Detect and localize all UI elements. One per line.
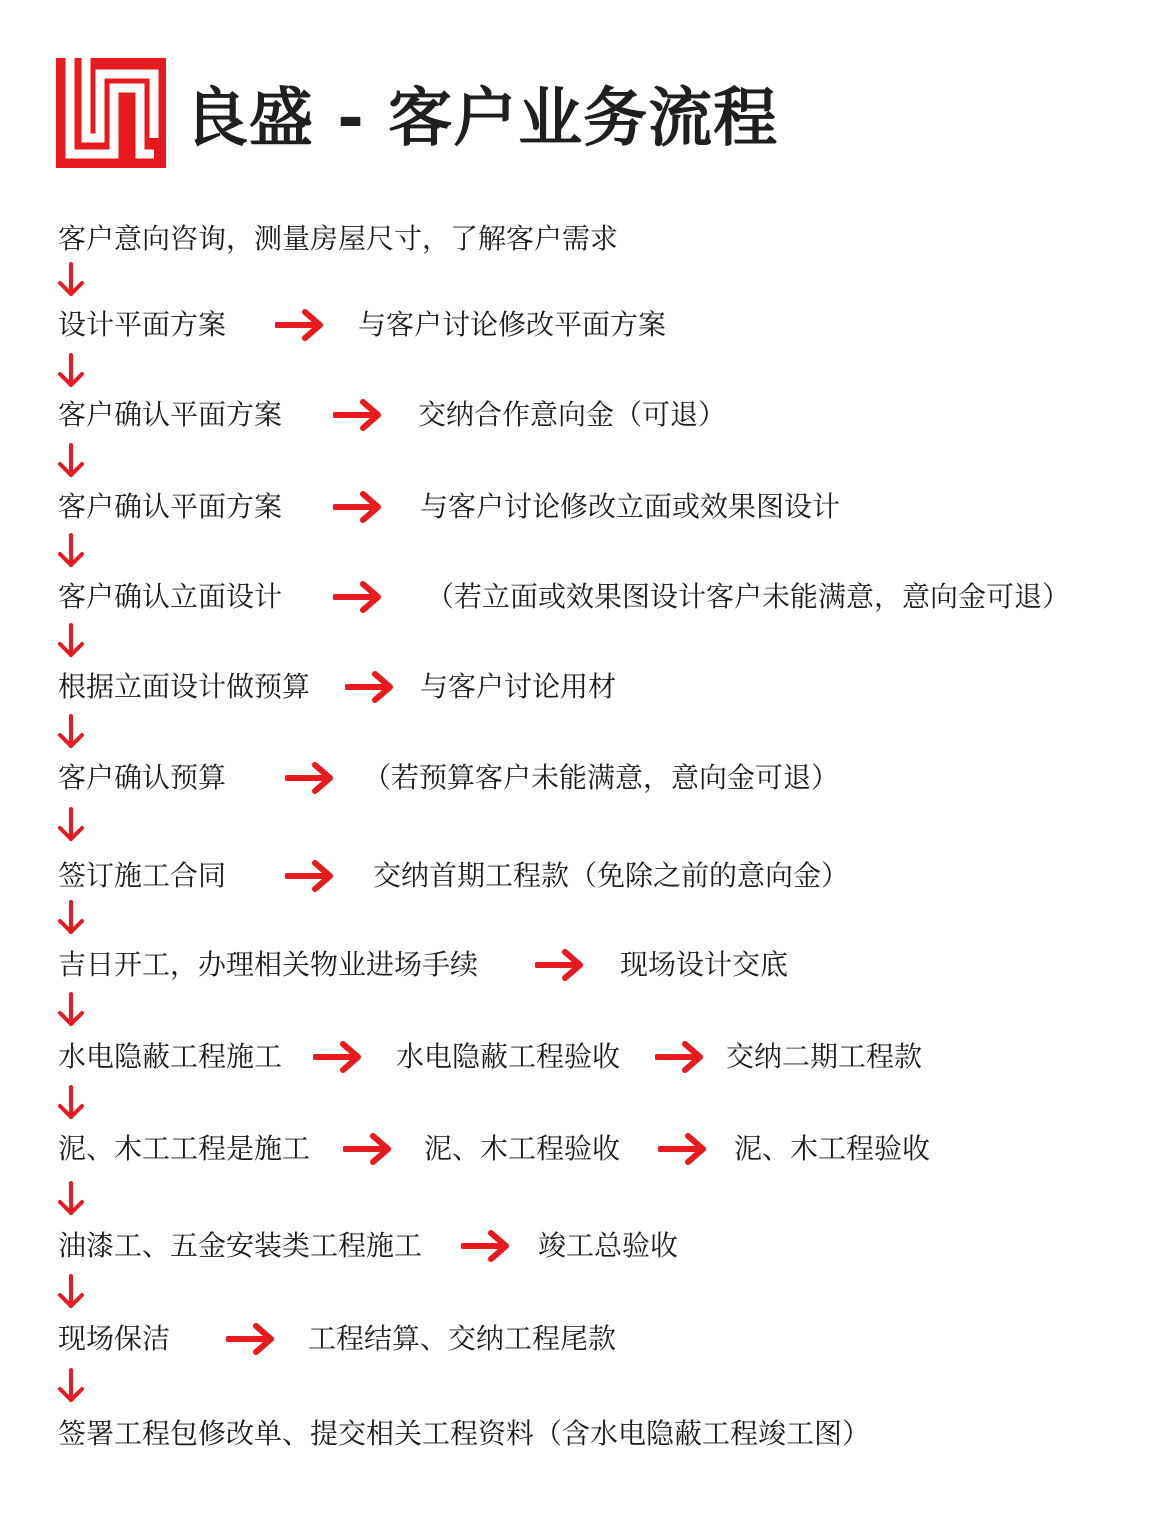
right-arrow-icon xyxy=(461,1229,511,1263)
step-text: 水电隐蔽工程施工 xyxy=(58,1040,283,1073)
right-arrow-icon xyxy=(333,580,383,614)
page-title: 良盛 - 客户业务流程 xyxy=(184,82,779,156)
down-arrow-icon xyxy=(56,1181,86,1217)
down-arrow-icon xyxy=(56,353,86,389)
step-text: 交纳二期工程款 xyxy=(726,1040,923,1073)
liangsheng-logo-icon xyxy=(56,58,166,168)
step-text: 客户意向咨询，测量房屋尺寸，了解客户需求 xyxy=(58,222,619,255)
right-arrow-icon xyxy=(655,1040,705,1074)
right-arrow-icon xyxy=(285,761,335,795)
right-arrow-icon xyxy=(345,670,395,704)
step-text: 泥、木工程验收 xyxy=(734,1132,931,1165)
step-text: 交纳合作意向金（可退） xyxy=(418,398,727,431)
step-text: 签署工程包修改单、提交相关工程资料（含水电隐蔽工程竣工图） xyxy=(58,1417,871,1450)
down-arrow-icon xyxy=(56,262,86,298)
right-arrow-icon xyxy=(535,948,585,982)
step-text: 交纳首期工程款（免除之前的意向金） xyxy=(373,859,850,892)
step-text: 与客户讨论修改平面方案 xyxy=(358,308,667,341)
down-arrow-icon xyxy=(56,623,86,659)
step-text: 现场保洁 xyxy=(58,1322,171,1355)
step-text: 水电隐蔽工程验收 xyxy=(396,1040,621,1073)
step-text: 客户确认平面方案 xyxy=(58,398,283,431)
right-arrow-icon xyxy=(658,1132,708,1166)
right-arrow-icon xyxy=(333,490,383,524)
down-arrow-icon xyxy=(56,807,86,843)
down-arrow-icon xyxy=(56,714,86,750)
step-text: 工程结算、交纳工程尾款 xyxy=(308,1322,617,1355)
down-arrow-icon xyxy=(56,900,86,936)
step-text: 现场设计交底 xyxy=(620,948,789,981)
right-arrow-icon xyxy=(285,859,335,893)
step-text: 泥、木工程验收 xyxy=(424,1132,621,1165)
step-text: 设计平面方案 xyxy=(58,308,227,341)
down-arrow-icon xyxy=(56,533,86,569)
step-text: 客户确认立面设计 xyxy=(58,580,283,613)
right-arrow-icon xyxy=(275,308,325,342)
down-arrow-icon xyxy=(56,1368,86,1404)
right-arrow-icon xyxy=(333,398,383,432)
step-text: 泥、木工工程是施工 xyxy=(58,1132,311,1165)
down-arrow-icon xyxy=(56,1085,86,1121)
step-text: 客户确认平面方案 xyxy=(58,490,283,523)
step-text: 吉日开工，办理相关物业进场手续 xyxy=(58,948,479,981)
down-arrow-icon xyxy=(56,1274,86,1310)
right-arrow-icon xyxy=(313,1040,363,1074)
step-text: 根据立面设计做预算 xyxy=(58,670,311,703)
right-arrow-icon xyxy=(343,1132,393,1166)
step-text: 与客户讨论用材 xyxy=(420,670,617,703)
down-arrow-icon xyxy=(56,992,86,1028)
step-text: 竣工总验收 xyxy=(538,1229,679,1262)
step-text: （若预算客户未能满意，意向金可退） xyxy=(363,761,840,794)
page-header xyxy=(56,58,778,168)
step-text: 油漆工、五金安装类工程施工 xyxy=(58,1229,423,1262)
right-arrow-icon xyxy=(226,1322,276,1356)
step-text: 客户确认预算 xyxy=(58,761,227,794)
step-text: 与客户讨论修改立面或效果图设计 xyxy=(420,490,841,523)
step-text: （若立面或效果图设计客户未能满意，意向金可退） xyxy=(426,580,1071,613)
step-text: 签订施工合同 xyxy=(58,859,227,892)
down-arrow-icon xyxy=(56,443,86,479)
